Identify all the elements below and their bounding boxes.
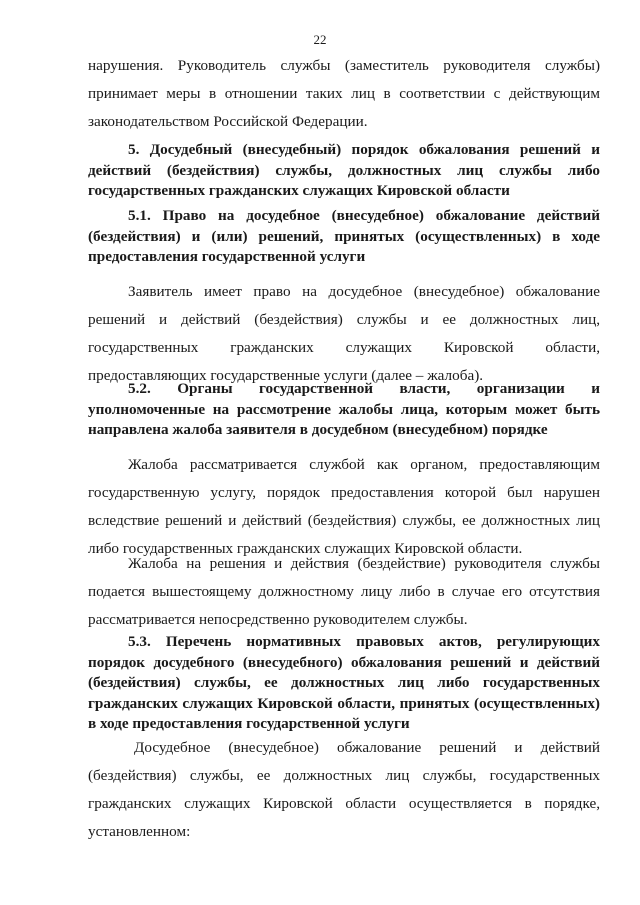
paragraph-violation-measures: нарушения. Руководитель службы (заместитель руководителя службы) принимает меры в отношении таких лиц в соответствии с действующим законодательством Российской Федерации. — [88, 57, 600, 130]
paragraph-appeal-procedure: Досудебное (внесудебное) обжалование решений и действий (бездействия) службы, ее должностных лиц службы, государственных гражданских служащих Кировской области осуществляется в порядке, установленном: — [88, 739, 600, 840]
paragraph-complaint-review: Жалоба рассматривается службой как органом, предоставляющим государственную услугу, порядок предоставления которой был нарушен вследствие решений и действий (бездействия) службы, ее должностных лиц либо государственных гражданских служащих Кировской области. — [88, 456, 600, 557]
section-5-1-heading: 5.1. Право на досудебное (внесудебное) обжалование действий (бездействия) и (или) решений, принятых (осуществленных) в ходе предоставления государственной услуги — [88, 207, 600, 265]
section-5-heading: 5. Досудебный (внесудебный) порядок обжалования решений и действий (бездействия) службы, должностных лиц службы либо государственных гражданских служащих Кировской области — [88, 141, 600, 199]
section-5-2-heading: 5.2. Органы государственной власти, организации и уполномоченные на рассмотрение жалобы лица, которым может быть направлена жалоба заявителя в досудебном (внесудебном) порядке — [88, 380, 600, 438]
paragraph-applicant-right: Заявитель имеет право на досудебное (внесудебное) обжалование решений и действий (бездействия) службы и ее должностных лиц, государственных гражданских служащих Кировской области, предоставляющих государственные услуги (далее – жалоба). — [88, 283, 600, 384]
paragraph-complaint-head: Жалоба на решения и действия (бездействие) руководителя службы подается вышестоящему должностному лицу либо в случае его отсутствия рассматривается непосредственно руководителем службы. — [88, 555, 600, 628]
page-number: 22 — [313, 32, 327, 47]
section-5-3-heading: 5.3. Перечень нормативных правовых актов, регулирующих порядок досудебного (внесудебного) обжалования решений и действий (бездействия) службы, ее должностных лиц либо государственных гражданских служащих Кировской области, принятых (осуществленных) в ходе предоставления государственной услуги — [88, 633, 600, 732]
